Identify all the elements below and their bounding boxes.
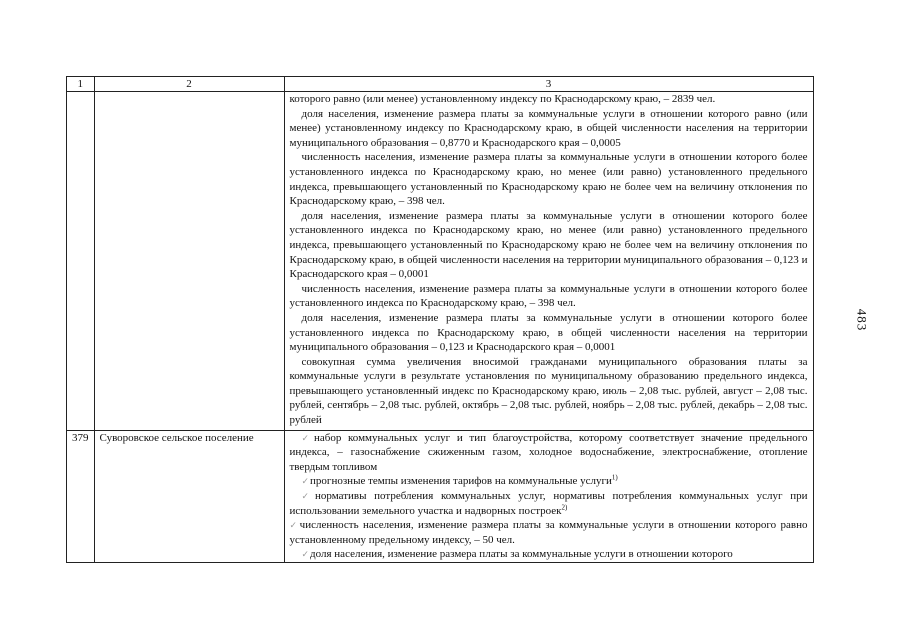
- check-mark-icon: ✓: [301, 491, 314, 502]
- footnote-ref: 2): [561, 502, 568, 511]
- check-mark-icon: ✓: [301, 432, 313, 443]
- cell-content: [284, 430, 813, 562]
- paragraph-text: набор коммунальных услуг и тип благоустройства, которому соответствует значение предельного индекса, – газоснабжение сжиженным газом, холодное водоснабжение, электроснабжение, отопление твердым топливом: [289, 431, 808, 473]
- header-col-3: 3: [284, 77, 813, 92]
- paragraph: доля населения, изменение размера платы за коммунальные услуги в отношении которого более установленного индекса по Краснодарскому краю, в общей численности населения на территории муниципального образования – 0,123 и Краснодарского края – 0,0001: [289, 311, 808, 354]
- paragraph-text: доля населения, изменение размера платы за коммунальные услуги в отношении которого: [310, 548, 733, 561]
- header-col-2: 2: [94, 77, 284, 92]
- document-table: [66, 76, 814, 563]
- paragraph: которого равно (или менее) установленному индексу по Краснодарскому краю, – 2839 чел.: [289, 93, 716, 105]
- paragraph: численность населения, изменение размера платы за коммунальные услуги в отношении которого более установленного индекса по Краснодарскому краю, но менее (или равно) установленного предельного индекса, превышающего установленный по Краснодарскому краю не более чем на величину отклонения по Краснодарскому краю, – 398 чел.: [289, 151, 808, 208]
- paragraph: [290, 518, 808, 547]
- check-mark-icon: ✓: [301, 476, 310, 487]
- paragraph-text: нормативы потребления коммунальных услуг, нормативы потребления коммунальных услуг при использовании земельного участка и надворных построек: [289, 490, 808, 517]
- check-mark-icon: ✓: [301, 549, 310, 560]
- cell-name: [94, 92, 284, 431]
- municipality-name: Суворовское сельское поселение: [94, 430, 284, 562]
- paragraph: [290, 547, 808, 562]
- table-row-continuation: [67, 92, 814, 431]
- page-number: 483: [854, 308, 870, 332]
- paragraph: [290, 431, 808, 475]
- header-col-1: 1: [67, 77, 95, 92]
- cell-content: [284, 92, 813, 431]
- paragraph: численность населения, изменение размера платы за коммунальные услуги в отношении которого более установленного индекса по Краснодарскому краю, – 398 чел.: [289, 282, 808, 310]
- paragraph: совокупная сумма увеличения вносимой гражданами муниципального образования платы за коммунальные услуги в результате установления по муниципальному образованию предельного индекса, превышающего установленный индекс по Краснодарскому краю, июль – 2,08 тыс. рублей, август – 2,08 тыс. рублей, сентябрь – 2,08 тыс. рублей, октябрь – 2,08 тыс. рублей, ноябрь – 2,08 тыс. рублей, декабрь – 2,08 тыс. рублей: [289, 355, 808, 427]
- footnote-ref: 1): [611, 473, 618, 482]
- table-header-row: [67, 77, 814, 92]
- cell-number: [67, 92, 95, 431]
- paragraph: [290, 474, 808, 489]
- row-number: 379: [67, 430, 95, 562]
- table-row-379: [67, 430, 814, 562]
- check-mark-icon: ✓: [289, 520, 299, 531]
- paragraph: [290, 489, 808, 518]
- paragraph: доля населения, изменение размера платы за коммунальные услуги в отношении которого более установленного индекса по Краснодарскому краю, но менее (или равно) установленного предельного индекса, превышающего установленный по Краснодарскому краю не более чем на величину отклонения по Краснодарскому краю, в общей численности населения на территории муниципального образования – 0,123 и Краснодарского края – 0,0001: [289, 209, 808, 281]
- paragraph: доля населения, изменение размера платы за коммунальные услуги в отношении которого равно (или менее) установленному индексу по Краснодарскому краю, в общей численности населения на территории муниципального образования – 0,8770 и Краснодарского края – 0,0005: [289, 107, 808, 149]
- paragraph-text: прогнозные темпы изменения тарифов на коммунальные услуги: [310, 475, 612, 488]
- paragraph-text: численность населения, изменение размера платы за коммунальные услуги в отношении которого равно установленному предельному индексу, – 50 чел.: [289, 519, 808, 546]
